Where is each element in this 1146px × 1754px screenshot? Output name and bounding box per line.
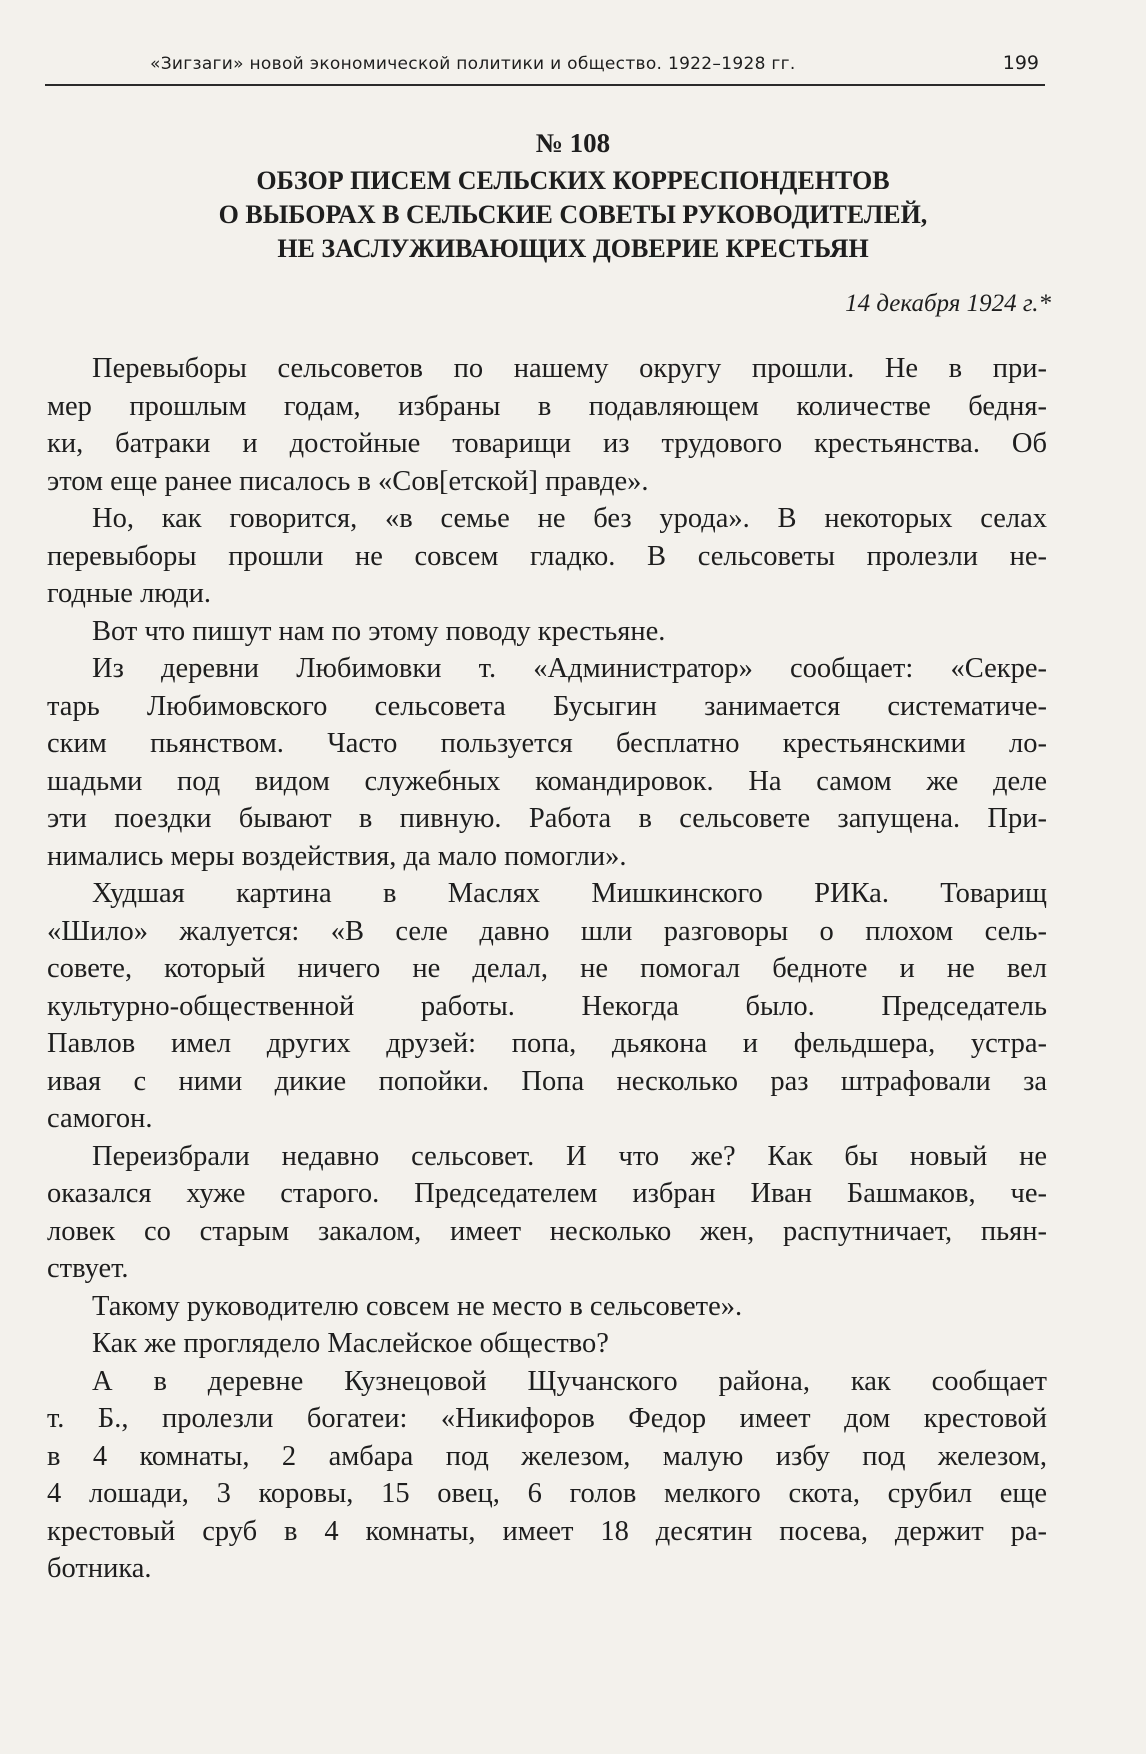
body-line: А в деревне Кузнецовой Щучанского района, как сообщает: [92, 1365, 1047, 1397]
body-line: ботника.: [47, 1553, 152, 1584]
body-line: Перевыборы сельсоветов по нашему округу прошли. Не в при-: [92, 353, 1047, 384]
body-line: в 4 комнаты, 2 амбара под железом, малую избу под железом,: [47, 1440, 1047, 1472]
document-title-line: НЕ ЗАСЛУЖИВАЮЩИХ ДОВЕРИЕ КРЕСТЬЯН: [277, 234, 869, 263]
body-line: самогон.: [47, 1103, 153, 1134]
body-line: мер прошлым годам, избраны в подавляющем количестве бедня-: [47, 390, 1047, 422]
body-line: ивая с ними дикие попойки. Попа несколько раз штрафовали за: [47, 1065, 1047, 1097]
body-line: «Шило» жалуется: «В селе давно шли разговоры о плохом сель-: [47, 915, 1047, 947]
body-line: этом еще ранее писалось в «Сов[етской] правде».: [47, 465, 649, 497]
document-date: 14 декабря 1924 г.*: [845, 290, 1051, 317]
document-title-line: ОБЗОР ПИСЕМ СЕЛЬСКИХ КОРРЕСПОНДЕНТОВ: [256, 166, 890, 195]
body-line: перевыборы прошли не совсем гладко. В сельсоветы пролезли не-: [47, 540, 1047, 572]
body-line: нимались меры воздействия, да мало помогли».: [47, 840, 627, 872]
body-line: Вот что пишут нам по этому поводу крестьяне.: [92, 615, 666, 647]
running-header: [45, 52, 1045, 86]
body-line: Переизбрали недавно сельсовет. И что же? Как бы новый не: [92, 1140, 1047, 1172]
body-line: Из деревни Любимовки т. «Администратор» сообщает: «Секре-: [92, 653, 1047, 684]
running-title: «Зигзаги» новой экономической политики и общество. 1922–1928 гг.: [150, 54, 796, 74]
body-line: ским пьянством. Часто пользуется бесплатно крестьянскими ло-: [47, 728, 1047, 759]
document-title: [60, 164, 1086, 266]
body-line: крестовый сруб в 4 комнаты, имеет 18 десятин посева, держит ра-: [47, 1515, 1047, 1547]
body-line: ловек со старым закалом, имеет несколько жен, распутничает, пьян-: [47, 1215, 1047, 1247]
body-line: Но, как говорится, «в семье не без урода». В некоторых селах: [92, 503, 1047, 534]
document-body: [47, 350, 1047, 1588]
body-line: оказался хуже старого. Председателем избран Иван Башмаков, че-: [47, 1178, 1047, 1209]
body-line: Худшая картина в Маслях Мишкинского РИКа. Товарищ: [92, 878, 1047, 909]
page-number: 199: [1002, 52, 1039, 74]
body-line: культурно-общественной работы. Некогда было. Председатель: [47, 990, 1047, 1022]
body-line: тарь Любимовского сельсовета Бусыгин занимается систематиче-: [47, 690, 1047, 722]
body-line: Как же проглядело Маслейское общество?: [92, 1328, 609, 1359]
body-line: т. Б., пролезли богатеи: «Никифоров Федор имеет дом крестовой: [47, 1403, 1047, 1434]
body-line: ствует.: [47, 1253, 129, 1284]
body-line: совете, который ничего не делал, не помогал бедноте и не вел: [47, 953, 1047, 984]
body-line: шадьми под видом служебных командировок. На самом же деле: [47, 765, 1047, 797]
body-line: годные люди.: [47, 578, 212, 609]
body-line: ки, батраки и достойные товарищи из трудового крестьянства. Об: [47, 428, 1047, 459]
body-line: эти поездки бывают в пивную. Работа в сельсовете запущена. При-: [47, 803, 1047, 834]
body-line: Павлов имел других друзей: попа, дьякона и фельдшера, устра-: [47, 1028, 1047, 1059]
body-line: 4 лошади, 3 коровы, 15 овец, 6 голов мелкого скота, срубил еще: [47, 1478, 1047, 1509]
document-number: № 108: [535, 128, 611, 158]
body-line: Такому руководителю совсем не место в сельсовете».: [92, 1290, 743, 1322]
document-title-line: О ВЫБОРАХ В СЕЛЬСКИЕ СОВЕТЫ РУКОВОДИТЕЛЕЙ,: [218, 200, 928, 229]
